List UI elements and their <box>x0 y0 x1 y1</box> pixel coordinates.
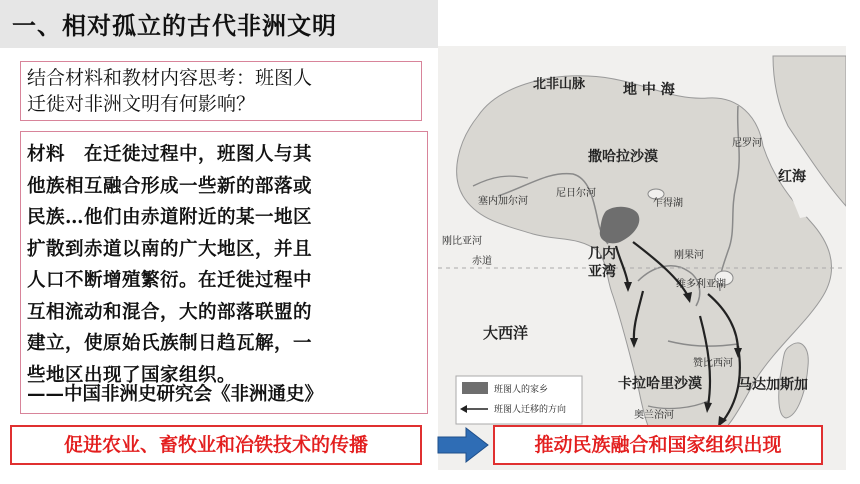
map-label-madagascar: 马达加斯加 <box>738 377 808 393</box>
map-label-chad: 乍得湖 <box>653 198 683 209</box>
map-label-sahara: 撒哈拉沙漠 <box>588 149 658 165</box>
material-line: 些地区出现了国家组织。 <box>27 364 237 386</box>
material-line: 他族相互融合形成一些新的部落或 <box>27 175 313 197</box>
map-legend <box>456 376 582 424</box>
map-label-orange: 奥兰治河 <box>634 410 674 421</box>
legend-homeland-label: 班图人的家乡 <box>494 385 549 395</box>
material-box <box>20 131 428 414</box>
map-label-gambia: 刚比亚河 <box>442 236 482 247</box>
africa-bantu-migration-map <box>438 46 846 470</box>
question-line: 结合材料和教材内容思考：班图人 <box>27 67 313 89</box>
map-label-red-sea: 红海 <box>778 169 806 185</box>
map-label-guinea: 亚湾 <box>588 264 616 280</box>
map-label-victoria: 维多利亚湖 <box>676 279 726 290</box>
material-line: 互相流动和混合，大的部落联盟的 <box>27 301 313 323</box>
map-label-senegal: 塞内加尔河 <box>478 196 528 207</box>
question-line: 迁徙对非洲文明有何影响？ <box>27 93 256 115</box>
map-label-mediterranean: 地 中 海 <box>623 82 675 98</box>
conclusion-integration: 推动民族融合和国家组织出现 <box>493 425 823 465</box>
material-line: 扩散到赤道以南的广大地区，并且 <box>27 238 313 260</box>
page-title: 一、相对孤立的古代非洲文明 <box>12 12 337 40</box>
legend-homeland-swatch <box>462 382 488 394</box>
map-label-guinea: 几内 <box>588 246 616 262</box>
title-bar <box>0 0 438 48</box>
map-label-zambezi: 赞比西河 <box>693 358 733 369</box>
material-line: 民族…他们由赤道附近的某一地区 <box>27 207 313 228</box>
conclusion-agriculture: 促进农业、畜牧业和冶铁技术的传播 <box>10 425 422 465</box>
map-label-niger: 尼日尔河 <box>556 188 596 199</box>
material-source: ——中国非洲史研究会《非洲通史》 <box>27 384 324 405</box>
material-line: 人口不断增殖繁衍。在迁徙过程中 <box>27 270 313 291</box>
question-box <box>20 61 422 121</box>
material-line: 材料 在迁徙过程中，班图人与其 <box>27 144 313 165</box>
map-label-congo: 刚果河 <box>674 250 704 261</box>
map-label-atlantic: 大西洋 <box>483 324 529 342</box>
legend-direction-label: 班图人迁移的方向 <box>494 405 567 415</box>
map-label-equator: 赤道 <box>472 256 492 267</box>
material-line: 建立，使原始氏族制日趋瓦解，一 <box>27 333 313 354</box>
map-label-kalahari: 卡拉哈里沙漠 <box>618 376 702 392</box>
map-label-nile: 尼罗河 <box>732 138 762 149</box>
map-label-mountains: 北非山脉 <box>533 77 586 92</box>
right-arrow-icon <box>436 426 490 464</box>
